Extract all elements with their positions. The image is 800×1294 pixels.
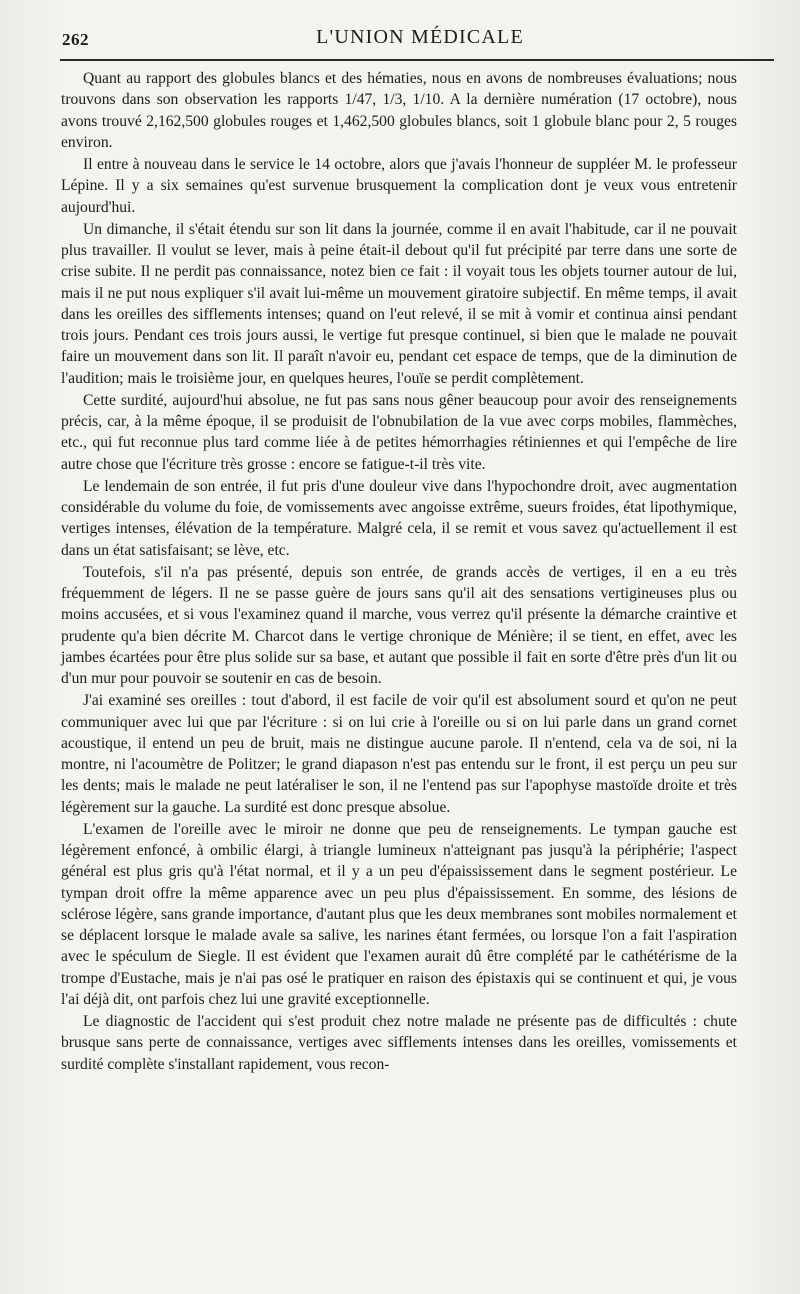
running-title: L'UNION MÉDICALE xyxy=(316,26,524,48)
paragraph-ear-exam: J'ai examiné ses oreilles : tout d'abord, il est facile de voir qu'il est absolument sourd et qu'on ne peut communiquer avec lui que par l'écriture : si on lui crie à l'oreille ou si on lui parle dans un grand cornet acoustique, il entend un peu de bruit, mais ne distingue aucune parole. Il n'entend, cela va de soi, ni la montre, ni l'acoumètre de Politzer; le grand diapason n'est pas entendu sur le front, il est perçu un peu sur les dents; mais le malade ne peut latéraliser le son, il ne l'entend pas sur l'apophyse mastoïde droite et très légèrement sur la gauche. La surdité est donc presque absolue. xyxy=(61,692,737,816)
header-rule xyxy=(60,59,774,61)
paragraph-mild-vertigo: Toutefois, s'il n'a pas présenté, depuis son entrée, de grands accès de vertiges, il en a eu très fréquemment de légers. Il ne se passe guère de jours sans qu'il ait des sensations vertigineuses plus ou moins accusées, et si vous l'examinez quand il marche, vous verrez qu'il présente la démarche craintive et prudente qu'a bien décrite M. Charcot dans le vertige chronique de Ménière; il se tient, en effet, avec les jambes écartées pour être plus solide sur sa base, et autant que possible il fait en sorte d'être près d'un lit ou d'un mur pour pouvoir se soutenir en cas de besoin. xyxy=(61,563,737,687)
paragraph-blood-counts: Quant au rapport des globules blancs et des hématies, nous en avons de nombreuses évaluations; nous trouvons dans son observation les rapports 1/47, 1/3, 1/10. A la dernière numération (17 octobre), nous avons trouvé 2,162,500 globules rouges et 1,462,500 globules blancs, soit 1 globule blanc pour 2, 5 rouges environ. xyxy=(61,70,737,151)
paragraph-mirror-exam: L'examen de l'oreille avec le miroir ne donne que peu de renseignements. Le tympan gauche est légèrement enfoncé, à ombilic élargi, à triangle lumineux n'atteignant pas jusqu'à la périphérie; l'aspect général est plus gris qu'à l'état normal, et il y a un peu d'épaississement dans le segment postérieur. Le tympan droit offre la même apparence avec un peu plus d'épaississement. En somme, des lésions de sclérose légère, sans grande importance, d'autant plus que les deux membranes sont mobiles normalement et se déplacent lorsque le malade avale sa salive, les narines étant fermées, ou lorsque l'on a fait l'aspiration avec le spéculum de Siegle. Il est évident que l'examen aurait dû être complété par le cathétérisme de la trompe d'Eustache, mais je n'ai pas osé le pratiquer en raison des épistaxis qui se continuent et qui, je vous l'ai déjà dit, ont parfois chez lui une gravité exceptionnelle. xyxy=(61,820,737,1008)
paragraph-deafness: Cette surdité, aujourd'hui absolue, ne fut pas sans nous gêner beaucoup pour avoir des renseignements précis, car, à la même époque, il se produisit de l'obnubilation de la vue avec corps mobiles, flammèches, etc., qui fut reconnue plus tard comme liée à de petites hémorrhagies rétiniennes et qui l'empêche de lire autre chose que l'écriture très grosse : encore se fatigue-t-il très vite. xyxy=(61,391,737,473)
paragraph-diagnosis: Le diagnostic de l'accident qui s'est produit chez notre malade ne présente pas de difficultés : chute brusque sans perte de connaissance, vertiges avec sifflements intenses dans les oreilles, vomissements et surdité complète s'installant rapidement, vous recon- xyxy=(61,1013,737,1073)
paragraph-liver-pain: Le lendemain de son entrée, il fut pris d'une douleur vive dans l'hypochondre droit, avec augmentation considérable du volume du foie, de vomissements avec angoisse extrême, sueurs froides, état lipothymique, vertiges intenses, élévation de la température. Malgré cela, il se remit et vous savez qu'actuellement il est dans un état satisfaisant; se lève, etc. xyxy=(61,477,737,559)
article-body xyxy=(61,68,737,1075)
paragraph-admission: Il entre à nouveau dans le service le 14 octobre, alors que j'avais l'honneur de suppléer M. le professeur Lépine. Il y a six semaines qu'est survenue brusquement la complication dont je veux vous entretenir aujourd'hui. xyxy=(61,156,737,216)
paragraph-vertigo-crisis: Un dimanche, il s'était étendu sur son lit dans la journée, comme il en avait l'habitude, car il ne pouvait plus travailler. Il voulut se lever, mais à peine était-il debout qu'il fut précipité par terre dans une sorte de crise subite. Il ne perdit pas connaissance, notez bien ce fait : il voyait tous les objets tourner autour de lui, mais il ne put nous expliquer s'il avait lui-même un mouvement giratoire subjectif. En même temps, il avait dans les oreilles des sifflements intenses; quand on l'eut relevé, il se mit à vomir et continua ainsi pendant trois jours. Pendant ces trois jours aussi, le vertige fut presque continuel, si bien que le malade ne pouvait faire un mouvement dans son lit. Il paraît n'avoir eu, pendant cet espace de temps, que de la diminution de l'audition; mais le troisième jour, en quelques heures, l'ouïe se perdit complètement. xyxy=(61,220,737,387)
page-header xyxy=(58,22,782,52)
page-number: 262 xyxy=(62,30,89,49)
